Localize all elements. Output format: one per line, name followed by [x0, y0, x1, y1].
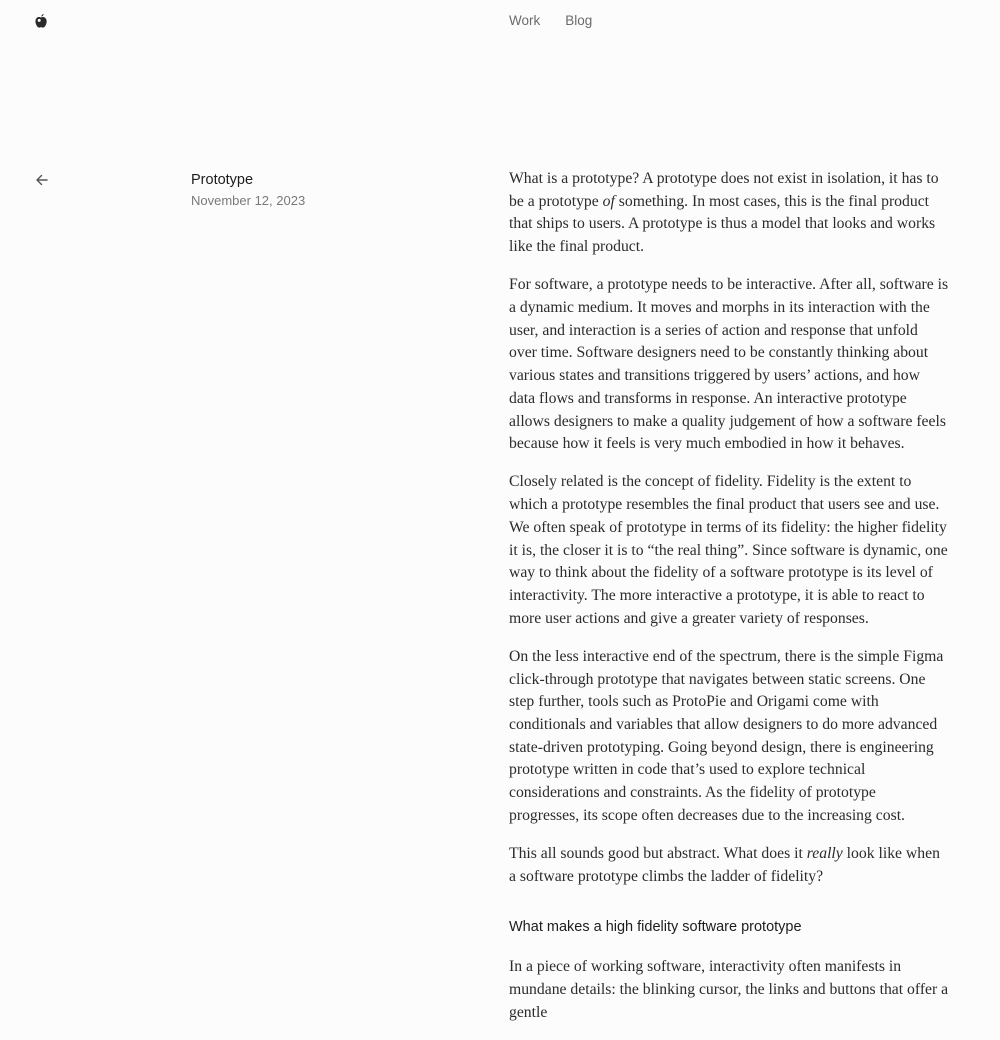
- paragraph-5: This all sounds good but abstract. What does it really look like when a software prototype climbs the ladder of fidelity?: [509, 844, 940, 885]
- post-meta: [191, 171, 305, 209]
- paragraph-6: In a piece of working software, interactivity often manifests in mundane details: the blinking cursor, the links and buttons that offer a gentle: [509, 958, 949, 1021]
- section-heading: What makes a high fidelity software prototype: [509, 919, 802, 936]
- paragraph-3: Closely related is the concept of fidelity. Fidelity is the extent to which a prototype resembles the final product that users see and use. We often speak of prototype in terms of its fidelity: the higher fidelity it is, the closer it is to “the real thing”. Since software is dynamic, one way to think about the fidelity of a software prototype is its level of interactivity. The more interactive a prototype, it is able to react to more user actions and give a greater variety of responses.: [509, 473, 948, 627]
- nav-link-blog[interactable]: Blog: [565, 13, 593, 28]
- back-button[interactable]: [33, 171, 51, 189]
- post-date: November 12, 2023: [191, 193, 306, 208]
- emphasis-really: really: [806, 844, 843, 862]
- emphasis-of: of: [602, 192, 615, 210]
- post-title: Prototype: [191, 172, 254, 188]
- paragraph-2: For software, a prototype needs to be interactive. After all, software is a dynamic medium. It moves and morphs in its interaction with the user, and interaction is a series of action and response that unfold over time. Software designers need to be constantly thinking about various states and transitions triggered by users’ actions, and how data flows and transforms in response. An interactive prototype allows designers to make a quality judgement of how a software feels because how it feels is very much embodied in how it behaves.: [509, 276, 949, 453]
- apple-logo-icon[interactable]: [32, 12, 50, 30]
- arrow-left-icon: [33, 171, 51, 189]
- top-nav: [509, 13, 592, 28]
- nav-link-work[interactable]: Work: [509, 13, 541, 28]
- article-body: [509, 168, 949, 1040]
- paragraph-1: What is a prototype? A prototype does not exist in isolation, it has to be a prototype of something. In most cases, this is the final product that ships to users. A prototype is thus a model that looks and works like the final product.: [509, 170, 939, 256]
- paragraph-4: On the less interactive end of the spectrum, there is the simple Figma click-through prototype that navigates between static screens. One step further, tools such as ProtoPie and Origami come with conditionals and variables that allow designers to do more advanced state-driven prototyping. Going beyond design, there is engineering prototype written in code that’s used to explore technical considerations and constraints. As the fidelity of prototype progresses, its scope often decreases due to the increasing cost.: [509, 647, 944, 824]
